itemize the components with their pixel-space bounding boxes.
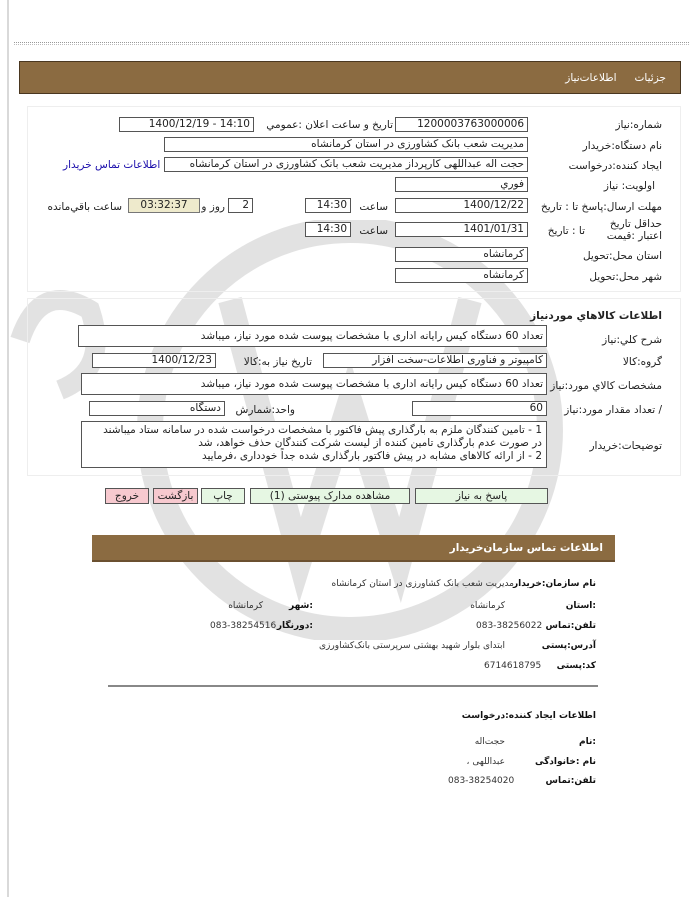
contact-address-label: آدرس:پستی (541, 641, 596, 651)
contact-province-label: :استان (565, 601, 596, 611)
buyer-notes-label: توضیحات:خریدار (589, 440, 662, 452)
need-date-label: تاریخ نیاز به:کالا (243, 356, 312, 368)
creator-name-label: :نام (579, 737, 596, 747)
buyer-notes-field (81, 421, 547, 468)
contact-phone-value: 083-38256022 (476, 621, 543, 631)
creator-label: ایجاد کننده:درخواست (568, 160, 662, 172)
buyer-contact-link[interactable]: اطلاعات تماس خریدار (63, 159, 161, 171)
creator-phone-label: تلفن:تماس (545, 776, 596, 786)
buyer-org-name-label: نام سازمان:خریدار (512, 579, 596, 589)
buyer-org-name-value: مدیریت شعب بانک کشاورزی در استان کرمانشاه (331, 579, 514, 589)
deadline-time-label: ساعت (359, 201, 388, 213)
delivery-province-field: کرمانشاه (395, 247, 528, 262)
remaining-time-label: ساعت باقي‌مانده (47, 201, 122, 213)
tab-details[interactable]: جزئيات (634, 71, 666, 84)
contact-address-value: ابتدای بلوار شهید بهشتی سرپرستی بانک‌کشاورزی (319, 641, 505, 651)
quantity-label: / تعداد مقدار مورد:نیاز (564, 404, 662, 416)
goods-group-field: کامپیوتر و فناوری اطلاعات-سخت افزار (323, 353, 547, 368)
reply-deadline-time-field: 14:30 (305, 198, 351, 213)
buyer-contact-header (92, 535, 615, 562)
price-validity-date-field: 1401/01/31 (395, 222, 528, 237)
validity-to-label: تا : تاریخ (547, 225, 585, 237)
notes-line-1: 1 - تامین کنندگان ملزم به بارگذاری پیش فاکتور با مشخصات درخواست شده در سامانه ستاد میباشند (103, 424, 542, 436)
header-bar (19, 61, 681, 94)
creator-name-value: حجت‌اله (474, 737, 505, 747)
priority-label: اولویت: نیاز (603, 180, 655, 192)
remaining-days-field: 2 (228, 198, 253, 213)
buyer-org-field: مدیریت شعب بانک کشاورزی در استان کرمانشاه (164, 137, 528, 152)
need-date-field: 1400/12/23 (92, 353, 216, 368)
priority-field: فوري (395, 177, 528, 192)
top-divider (14, 42, 689, 45)
contact-province-value: کرمانشاه (470, 601, 505, 611)
unit-label: واحد:شمارش (235, 404, 295, 416)
contact-fax-label: :دورنگار (276, 621, 313, 631)
price-validity-time-field: 14:30 (305, 222, 351, 237)
general-desc-label: شرح کلي:نیاز (602, 334, 662, 346)
quantity-field: 60 (412, 401, 547, 416)
announce-label: تاریخ و ساعت اعلان :عمومي (266, 119, 393, 131)
buyer-org-label: نام دستگاه:خریدار (582, 140, 662, 152)
price-validity-label: حداقل تاریخ اعتبار :قیمت (606, 218, 662, 242)
page-left-border (7, 0, 9, 897)
reply-to-need-button[interactable]: پاسخ به نیاز (415, 488, 548, 504)
goods-group-label: گروه:کالا (622, 356, 662, 368)
reply-deadline-label: مهلت ارسال:پاسخ تا : تاریخ (540, 201, 662, 213)
need-number-label: شماره:نیاز (615, 119, 662, 131)
contact-fax-value: 083-38254516 (210, 621, 277, 631)
contact-postal-value: 6714618795 (484, 661, 542, 671)
contact-phone-label: تلفن:تماس (545, 621, 596, 631)
contact-postal-label: کد:پستی (556, 661, 596, 671)
remaining-time-timer: 03:32:37 (128, 198, 200, 213)
view-attachments-button[interactable]: مشاهده مدارک پیوستی (1) (250, 488, 410, 504)
contact-city-value: کرمانشاه (228, 601, 263, 611)
reply-deadline-date-field: 1400/12/22 (395, 198, 528, 213)
notes-line-2: در صورت عدم بارگذاری تامین کننده از لیست شرکت کنندگان حذف خواهد، شد (198, 437, 542, 449)
goods-spec-label: مشخصات کالاي مورد:نیاز (550, 380, 662, 392)
contact-divider (108, 685, 598, 687)
notes-line-3: 2 - از ارائه کالاهای مشابه در پیش فاکتور بارگذاری شده جداً خودداری ،فرمایید (201, 450, 542, 462)
general-desc-field: تعداد 60 دستگاه کیس رایانه اداری با مشخصات پیوست شده مورد نیاز، میباشد (78, 325, 547, 347)
creator-field: حجت اله عبداللهی کارپرداز مدیریت شعب بانک کشاورزی در استان کرمانشاه (164, 157, 528, 172)
announce-datetime-field: 1400/12/19 - 14:10 (119, 117, 254, 132)
goods-spec-field: تعداد 60 دستگاه کیس رایانه اداری با مشخصات پیوست شده مورد نیاز، میباشد (81, 373, 547, 395)
goods-section-title: اطلاعات کالاهاي موردنیاز (530, 310, 662, 322)
delivery-city-label: شهر محل:تحویل (589, 271, 662, 283)
exit-button[interactable]: خروج (105, 488, 149, 504)
creator-family-label: نام :خانوادگی (534, 757, 596, 767)
days-label: روز و (201, 201, 225, 213)
buyer-contact-title: اطلاعات تماس سازمان‌خریدار (449, 541, 603, 554)
creator-section-title: اطلاعات ایجاد کننده:درخواست (461, 711, 596, 721)
need-number-field: 1200003763000006 (395, 117, 528, 132)
delivery-province-label: استان محل:تحویل (582, 250, 662, 262)
validity-time-label: ساعت (359, 225, 388, 237)
need-info-panel (27, 106, 681, 292)
delivery-city-field: کرمانشاه (395, 268, 528, 283)
creator-phone-value: 083-38254020 (448, 776, 515, 786)
unit-field: دستگاه (89, 401, 225, 416)
contact-city-label: :شهر (289, 601, 313, 611)
back-button[interactable]: بازگشت (153, 488, 198, 504)
tab-need-info[interactable]: اطلاعات‌نياز (565, 71, 617, 84)
creator-family-value: عبداللهی ، (466, 757, 505, 767)
print-button[interactable]: چاپ (201, 488, 245, 504)
